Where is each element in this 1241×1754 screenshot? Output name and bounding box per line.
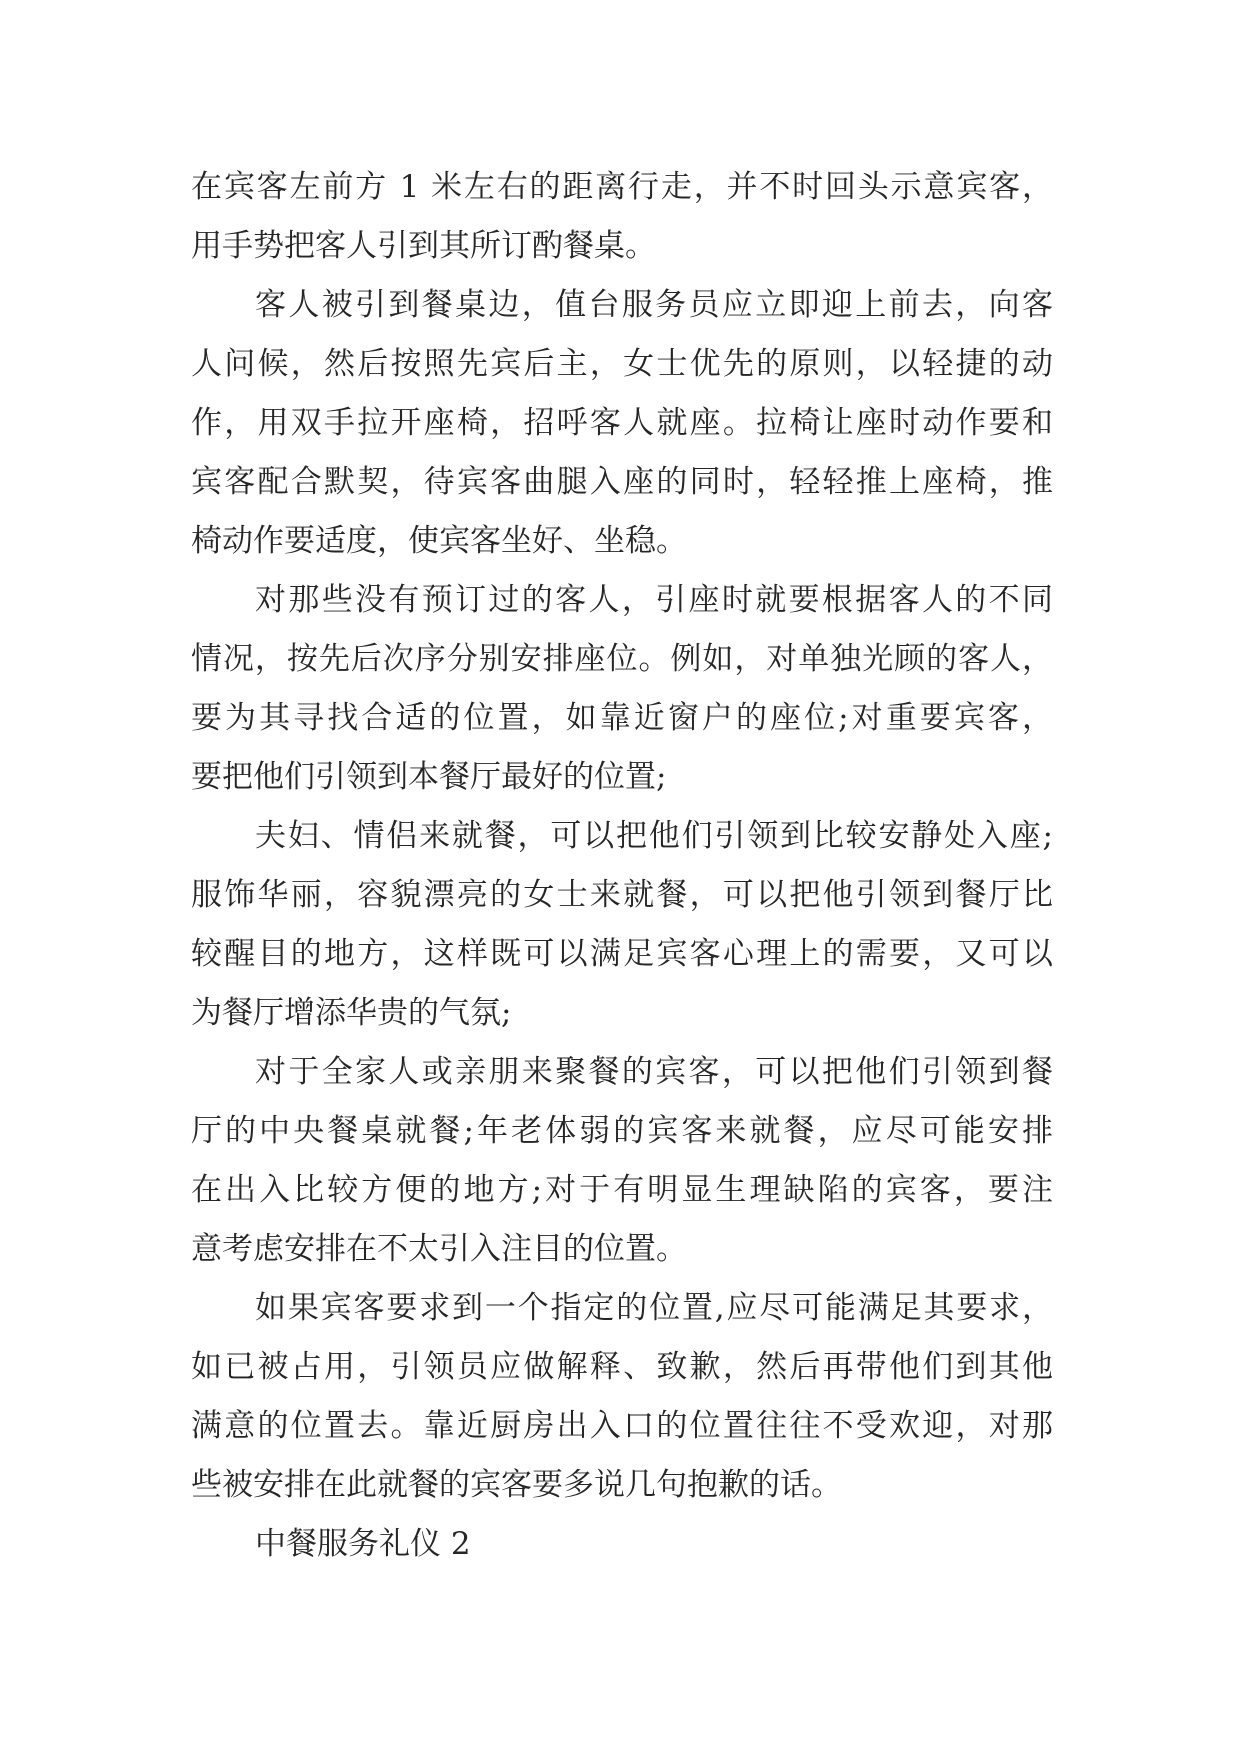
text-line: 客人被引到餐桌边，值台服务员应立即迎上前去，向客 [255, 287, 1053, 323]
text-line: 较醒目的地方，这样既可以满足宾客心理上的需要，又可以 [191, 936, 1053, 972]
text-line: 为餐厅增添华贵的气氛; [191, 995, 512, 1031]
paragraph [191, 571, 1053, 807]
text-line: 些被安排在此就餐的宾客要多说几句抱歉的话。 [191, 1467, 842, 1503]
text-line: 意考虑安排在不太引入注目的位置。 [191, 1231, 687, 1267]
text-line: 宾客配合默契，待宾客曲腿入座的同时，轻轻推上座椅，推 [191, 464, 1053, 500]
text-line: 厅的中央餐桌就餐;年老体弱的宾客来就餐，应尽可能安排 [191, 1113, 1053, 1149]
paragraph-continuation [191, 158, 1053, 276]
section-heading: 中餐服务礼仪 2 [255, 1526, 471, 1562]
text-line: 用手势把客人引到其所订酌餐桌。 [191, 228, 656, 264]
paragraph [191, 1279, 1053, 1515]
text-line: 如已被占用，引领员应做解释、致歉，然后再带他们到其他 [191, 1349, 1053, 1385]
paragraph [191, 807, 1053, 1043]
text-line: 对于全家人或亲朋来聚餐的宾客，可以把他们引领到餐 [255, 1054, 1053, 1090]
text-line: 人问候，然后按照先宾后主，女士优先的原则，以轻捷的动 [191, 346, 1053, 382]
text-line: 在出入比较方便的地方;对于有明显生理缺陷的宾客，要注 [191, 1172, 1053, 1208]
text-line: 要把他们引领到本餐厅最好的位置; [191, 759, 667, 795]
text-line: 夫妇、情侣来就餐，可以把他们引领到比较安静处入座; [255, 818, 1053, 854]
text-line: 如果宾客要求到一个指定的位置,应尽可能满足其要求， [255, 1290, 1053, 1326]
text-line: 要为其寻找合适的位置，如靠近窗户的座位;对重要宾客， [191, 700, 1053, 736]
text-line: 服饰华丽，容貌漂亮的女士来就餐，可以把他引领到餐厅比 [191, 877, 1053, 913]
text-line: 满意的位置去。靠近厨房出入口的位置往往不受欢迎，对那 [191, 1408, 1053, 1444]
text-line: 在宾客左前方 1 米左右的距离行走，并不时回头示意宾客， [191, 169, 1053, 205]
text-line: 椅动作要适度，使宾客坐好、坐稳。 [191, 523, 687, 559]
text-line: 作，用双手拉开座椅，招呼客人就座。拉椅让座时动作要和 [191, 405, 1053, 441]
paragraph [191, 1043, 1053, 1279]
text-line: 情况，按先后次序分别安排座位。例如，对单独光顾的客人， [191, 641, 1053, 677]
document-page [191, 158, 1053, 1574]
paragraph [191, 276, 1053, 571]
text-line: 对那些没有预订过的客人，引座时就要根据客人的不同 [255, 582, 1053, 618]
